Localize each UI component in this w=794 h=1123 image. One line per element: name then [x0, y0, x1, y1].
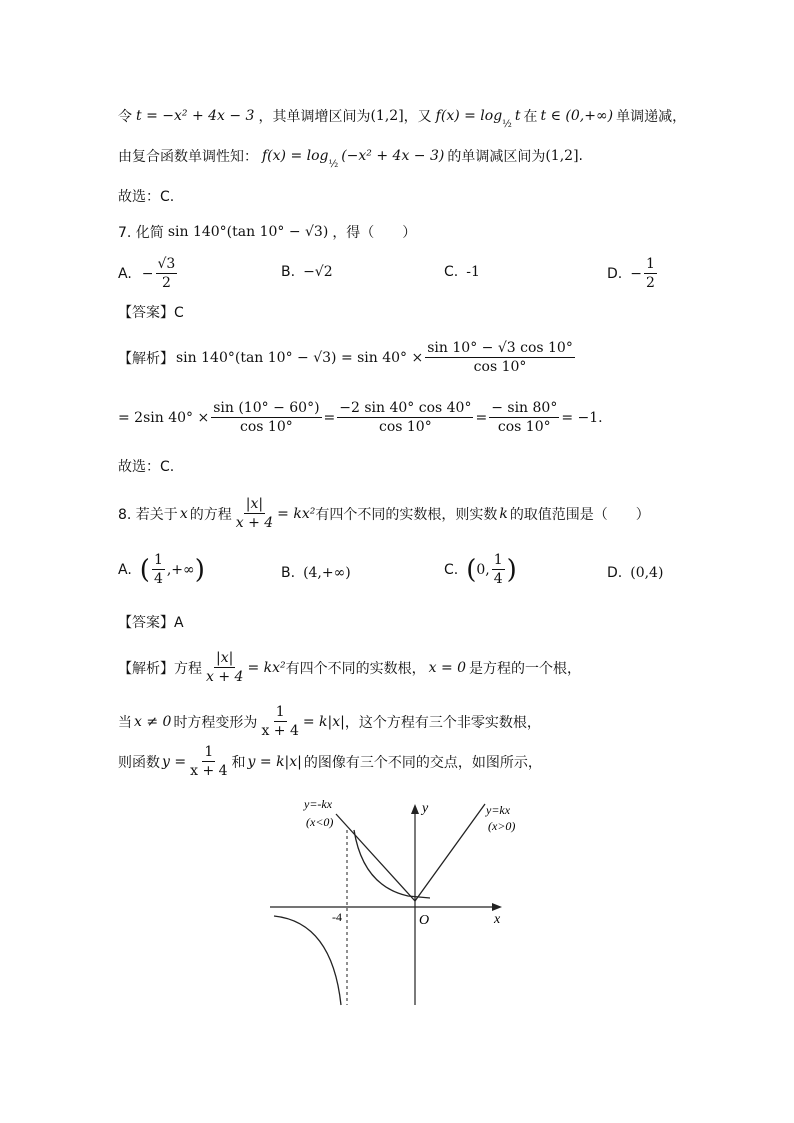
option-7-a: [118, 256, 179, 291]
text: ，得（ ）: [332, 225, 417, 241]
choose-line: [118, 186, 174, 206]
math-var: t: [514, 108, 521, 124]
option-8-d: [607, 565, 663, 581]
math-expression: = k|x|: [302, 713, 345, 730]
text: 7. 化简: [118, 225, 164, 241]
analysis-8-line-2: [118, 704, 541, 739]
fraction: [425, 340, 575, 375]
numerator: √3: [157, 256, 176, 272]
math-equals: =: [475, 409, 488, 426]
analysis-tag: 【解析】: [118, 350, 174, 367]
math-var: k: [499, 505, 508, 522]
answer-7: [118, 302, 184, 322]
math-interval: (1,2]: [370, 108, 404, 124]
fraction: [211, 400, 321, 435]
numerator: 1: [493, 552, 503, 568]
math-sign: −: [141, 265, 154, 282]
denominator: x + 4: [235, 515, 274, 531]
math-log: f(x) = log: [435, 108, 503, 124]
text-line-1: [118, 106, 687, 130]
math-value: −√2: [303, 264, 333, 280]
option-label: A.: [118, 265, 132, 282]
text: 的方程: [189, 506, 232, 523]
text: 则函数: [118, 754, 160, 771]
math-expression: t = −x² + 4x − 3: [136, 108, 255, 124]
fraction: [152, 552, 165, 587]
option-8-c: [444, 552, 517, 587]
text: 故选：C.: [118, 459, 175, 475]
option-label: C.: [444, 264, 459, 280]
math-expression: sin 140°(tan 10° − √3) = sin 40° ×: [176, 349, 424, 366]
option-7-c: [444, 264, 480, 280]
math-interval: (1,2]: [545, 148, 579, 164]
denominator: 4: [153, 571, 163, 587]
math-expression: = 2sin 40° ×: [118, 409, 210, 426]
math-value: (0,4): [630, 565, 664, 581]
label-neg-kx-domain: (x<0): [306, 815, 334, 829]
paren-right: ): [506, 554, 517, 585]
math-sign: −: [630, 265, 642, 282]
math-expression: = kx²: [247, 659, 286, 676]
text: 有四个不同的实数根，: [285, 660, 426, 677]
paren-right: ): [194, 554, 205, 585]
numerator: sin (10° − 60°): [213, 400, 320, 416]
text: 有四个不同的实数根，则实数: [315, 506, 498, 523]
math-interval: t ∈ (0,+∞): [540, 108, 614, 124]
label-y-axis: y: [422, 801, 429, 816]
math-expression: y = k|x|: [247, 753, 302, 770]
text: 的单调减区间为: [447, 149, 546, 165]
numerator: 1: [153, 552, 163, 568]
text-line-2: [118, 146, 583, 170]
line-kx-right: [415, 804, 485, 901]
text: 故选：C.: [118, 189, 175, 205]
math-expression: (−x² + 4x − 3): [341, 148, 445, 164]
math-expression: = kx²: [277, 505, 316, 522]
math-expression: y =: [162, 753, 187, 770]
denominator: 2: [645, 275, 655, 291]
denominator: x + 4: [206, 669, 244, 685]
option-label: B.: [281, 565, 296, 581]
text: 令: [118, 109, 132, 125]
denominator: cos 10°: [497, 419, 551, 435]
x-axis-arrow: [492, 903, 502, 911]
option-8-a: [118, 552, 205, 587]
numerator: − sin 80°: [491, 400, 558, 416]
math-var: x: [179, 505, 188, 522]
label-neg-kx: y=-kx: [304, 797, 333, 811]
answer-8: [118, 612, 184, 632]
paren-left: (: [139, 554, 150, 585]
text: 由复合函数单调性知：: [118, 149, 258, 165]
fraction: [259, 704, 300, 739]
question-8-stem: [118, 496, 650, 531]
y-axis-arrow: [411, 804, 419, 814]
analysis-8-line-3: [118, 744, 542, 779]
denominator: cos 10°: [240, 419, 293, 435]
math-value: 0,: [476, 561, 490, 578]
text: 是方程的一个根，: [469, 660, 582, 677]
math-result: = −1.: [561, 409, 603, 426]
numerator: |x|: [245, 496, 264, 512]
text: 方程: [174, 660, 202, 677]
numerator: −2 sin 40° cos 40°: [339, 400, 472, 416]
analysis-7-line-2: [118, 400, 603, 435]
option-label: C.: [444, 561, 459, 578]
option-7-d: [607, 256, 659, 291]
analysis-7-line-1: [118, 340, 577, 375]
numerator: sin 10° − √3 cos 10°: [427, 340, 573, 356]
line-neg-kx-left: [336, 814, 415, 901]
math-equals: =: [323, 409, 336, 426]
function-graph-figure: [260, 790, 530, 1015]
math-expression: sin 140°(tan 10° − √3): [167, 224, 329, 240]
question-7-stem: [118, 222, 416, 242]
label-tick-neg4: -4: [332, 910, 342, 924]
fraction: [644, 256, 657, 291]
label-x-axis: x: [494, 912, 501, 927]
analysis-tag: 【解析】: [118, 660, 174, 677]
math-expression: x ≠ 0: [134, 713, 172, 730]
denominator: 2: [161, 275, 171, 291]
text: 和: [231, 754, 246, 771]
math-value: -1: [466, 264, 480, 280]
text: ，这个方程有三个非零实数根，: [344, 714, 541, 731]
numerator: |x|: [216, 650, 234, 666]
analysis-8-line-1: [118, 650, 581, 685]
answer-text: 【答案】A: [118, 615, 184, 631]
text: 单调递减，: [616, 109, 687, 125]
math-log-base: ½: [328, 158, 339, 170]
denominator: 4: [493, 571, 503, 587]
math-value: ,+∞: [166, 561, 195, 578]
option-label: D.: [607, 565, 623, 581]
fraction: [337, 400, 473, 435]
text: 的取值范围是（ ）: [509, 506, 650, 523]
text: 在: [523, 109, 538, 125]
choose-7: [118, 456, 174, 476]
fraction: [156, 256, 178, 291]
option-label: D.: [607, 265, 623, 282]
numerator: 1: [275, 704, 285, 720]
math-log-base: ½: [502, 118, 512, 130]
answer-text: 【答案】C: [118, 305, 184, 321]
hyperbola-right-branch: [354, 830, 430, 898]
hyperbola-left-branch: [274, 916, 341, 1005]
option-7-b: [281, 264, 333, 280]
text: 的图像有三个不同的交点，如图所示，: [303, 754, 542, 771]
label-kx-domain: (x>0): [488, 819, 516, 833]
fraction: [188, 744, 229, 779]
text: ，其单调增区间为: [258, 109, 371, 125]
numerator: 1: [645, 256, 655, 272]
paren-left: (: [466, 554, 477, 585]
numerator: 1: [204, 744, 214, 760]
option-label: A.: [118, 561, 132, 578]
denominator: cos 10°: [473, 359, 527, 375]
option-label: B.: [281, 264, 296, 280]
fraction: [492, 552, 505, 587]
denominator: cos 10°: [379, 419, 432, 435]
option-8-b: [281, 565, 351, 581]
text: .: [578, 148, 583, 164]
fraction: [204, 650, 245, 685]
text: 8. 若关于: [118, 506, 178, 523]
text: ，又: [403, 109, 432, 125]
fraction: [489, 400, 559, 435]
math-expression: x = 0: [428, 659, 467, 676]
label-kx: y=kx: [486, 803, 511, 817]
text: 时方程变形为: [173, 714, 258, 731]
math-log: f(x) = log: [262, 148, 329, 164]
text: 当: [118, 714, 132, 731]
label-origin: O: [419, 913, 430, 928]
math-value: (4,+∞): [303, 565, 351, 581]
fraction: [234, 496, 275, 531]
denominator: x + 4: [190, 763, 228, 779]
denominator: x + 4: [261, 723, 299, 739]
